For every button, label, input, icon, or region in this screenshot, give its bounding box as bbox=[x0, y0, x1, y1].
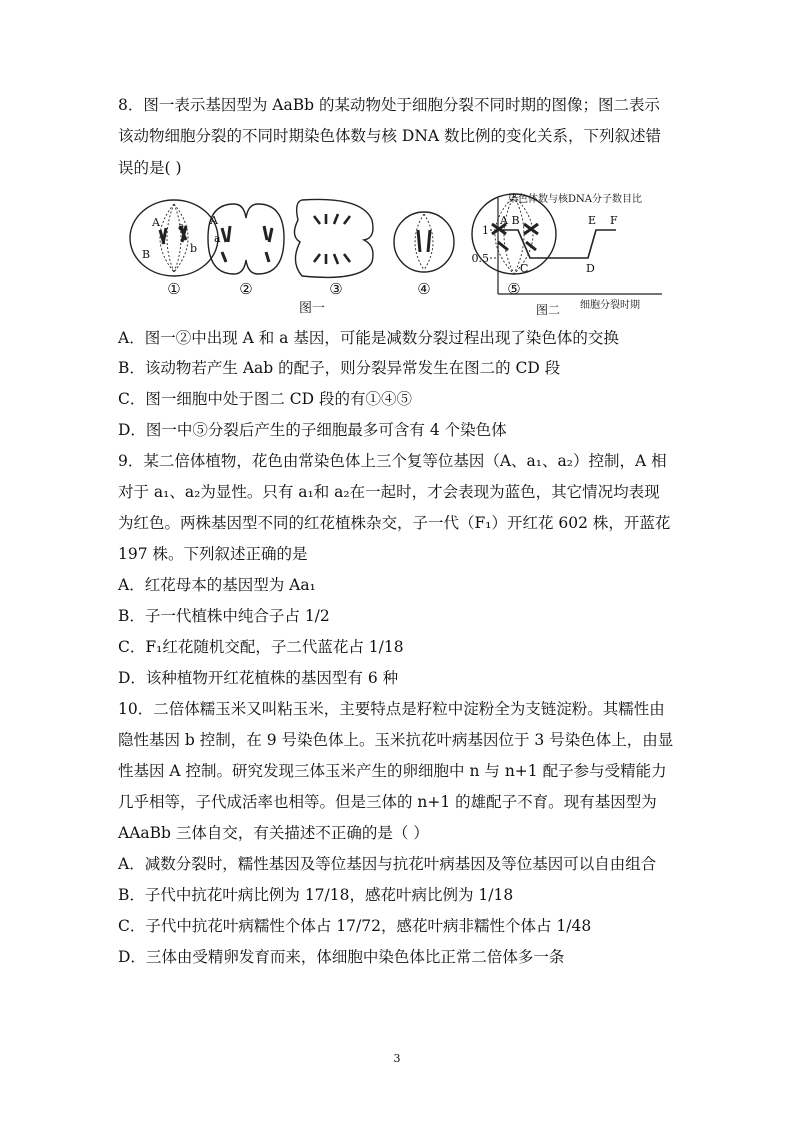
cell-label-3: ③ bbox=[329, 280, 343, 298]
q8-line-1: 8．图一表示基因型为 AaBb 的某动物处于细胞分裂不同时期的图像；图二表示 bbox=[118, 96, 660, 114]
q9-option-a: A．红花母本的基因型为 Aa₁ bbox=[118, 576, 316, 594]
q10-line-4: 几乎相等，子代成活率也相等。但是三体的 n+1 的雄配子不育。现有基因型为 bbox=[118, 793, 657, 811]
figure-svg bbox=[126, 190, 686, 320]
figure2-caption: 图二 bbox=[536, 303, 561, 317]
point-label-d: D bbox=[586, 262, 595, 275]
q10-option-a: A．减数分裂时，糯性基因及等位基因与抗花叶病基因及等位基因可以自由组合 bbox=[118, 855, 657, 873]
cell-label-5: ⑤ bbox=[507, 280, 521, 298]
q9-option-b: B．子一代植株中纯合子占 1/2 bbox=[118, 607, 330, 625]
gene-label: B bbox=[142, 248, 151, 261]
gene-label: b bbox=[190, 242, 198, 255]
q9-option-d: D．该种植物开红花植株的基因型有 6 种 bbox=[118, 669, 399, 687]
q8-option-c: C．图一细胞中处于图二 CD 段的有①④⑤ bbox=[118, 390, 413, 408]
y-tick-1: 1 bbox=[482, 224, 489, 237]
y-axis-label: 染色体数与核DNA分子数目比 bbox=[508, 194, 642, 205]
figure-area bbox=[126, 190, 686, 320]
q8-option-d: D．图一中⑤分裂后产生的子细胞最多可含有 4 个染色体 bbox=[118, 421, 507, 439]
point-label-e: E bbox=[588, 214, 597, 227]
page-number: 3 bbox=[393, 1052, 401, 1065]
q10-line-3: 性基因 A 控制。研究发现三体玉米产生的卵细胞中 n 与 n+1 配子参与受精能力 bbox=[118, 762, 667, 780]
q9-option-c: C．F₁红花随机交配，子二代蓝花占 1/18 bbox=[118, 638, 404, 656]
q8-option-a: A．图一②中出现 A 和 a 基因，可能是减数分裂过程出现了染色体的交换 bbox=[118, 329, 619, 347]
q10-option-c: C．子代中抗花叶病糯性个体占 17/72，感花叶病非糯性个体占 1/48 bbox=[118, 917, 592, 935]
gene-label: A bbox=[210, 214, 218, 227]
ratio-series-line bbox=[500, 230, 616, 258]
cell-label-2: ② bbox=[239, 280, 253, 298]
q8-line-2: 该动物细胞分裂的不同时期染色体数与核 DNA 数比例的变化关系，下列叙述错 bbox=[118, 127, 662, 145]
figure1-caption: 图一 bbox=[298, 301, 326, 316]
q8-line-3: 误的是( ) bbox=[118, 159, 182, 177]
cell-4 bbox=[394, 212, 454, 272]
x-axis-label: 细胞分裂时期 bbox=[580, 300, 640, 311]
cell-1 bbox=[130, 200, 218, 276]
point-label-f: F bbox=[610, 214, 618, 227]
q10-option-b: B．子代中抗花叶病比例为 17/18，感花叶病比例为 1/18 bbox=[118, 886, 514, 904]
q9-line-3: 为红色。两株基因型不同的红花植株杂交，子一代（F₁）开红花 602 株，开蓝花 bbox=[118, 514, 671, 532]
q10-option-d: D．三体由受精卵发育而来，体细胞中染色体比正常二倍体多一条 bbox=[118, 948, 565, 966]
point-label-ab: A B bbox=[500, 214, 520, 227]
q10-line-1: 10．二倍体糯玉米又叫粘玉米，主要特点是籽粒中淀粉全为支链淀粉。其糯性由 bbox=[118, 700, 665, 718]
cell-3 bbox=[294, 199, 373, 277]
q8-option-b: B．该动物若产生 Aab 的配子，则分裂异常发生在图二的 CD 段 bbox=[118, 359, 561, 377]
q9-line-1: 9．某二倍体植物，花色由常染色体上三个复等位基因（A、a₁、a₂）控制，A 相 bbox=[118, 452, 667, 470]
q10-line-5: AAaBb 三体自交，有关描述不正确的是（ ） bbox=[118, 824, 429, 842]
gene-label: A bbox=[152, 216, 160, 229]
y-tick-05: 0.5 bbox=[471, 252, 489, 265]
cell-label-1: ① bbox=[167, 280, 181, 298]
point-label-c: C bbox=[520, 262, 529, 275]
cell-label-4: ④ bbox=[417, 280, 431, 298]
gene-label: a bbox=[214, 232, 221, 245]
q9-line-4: 197 株。下列叙述正确的是 bbox=[118, 545, 308, 563]
gene-label: a bbox=[178, 220, 185, 233]
q10-line-2: 隐性基因 b 控制，在 9 号染色体上。玉米抗花叶病基因位于 3 号染色体上，由显 bbox=[118, 731, 674, 749]
q9-line-2: 对于 a₁、a₂为显性。只有 a₁和 a₂在一起时，才会表现为蓝色，其它情况均表现 bbox=[118, 483, 660, 501]
